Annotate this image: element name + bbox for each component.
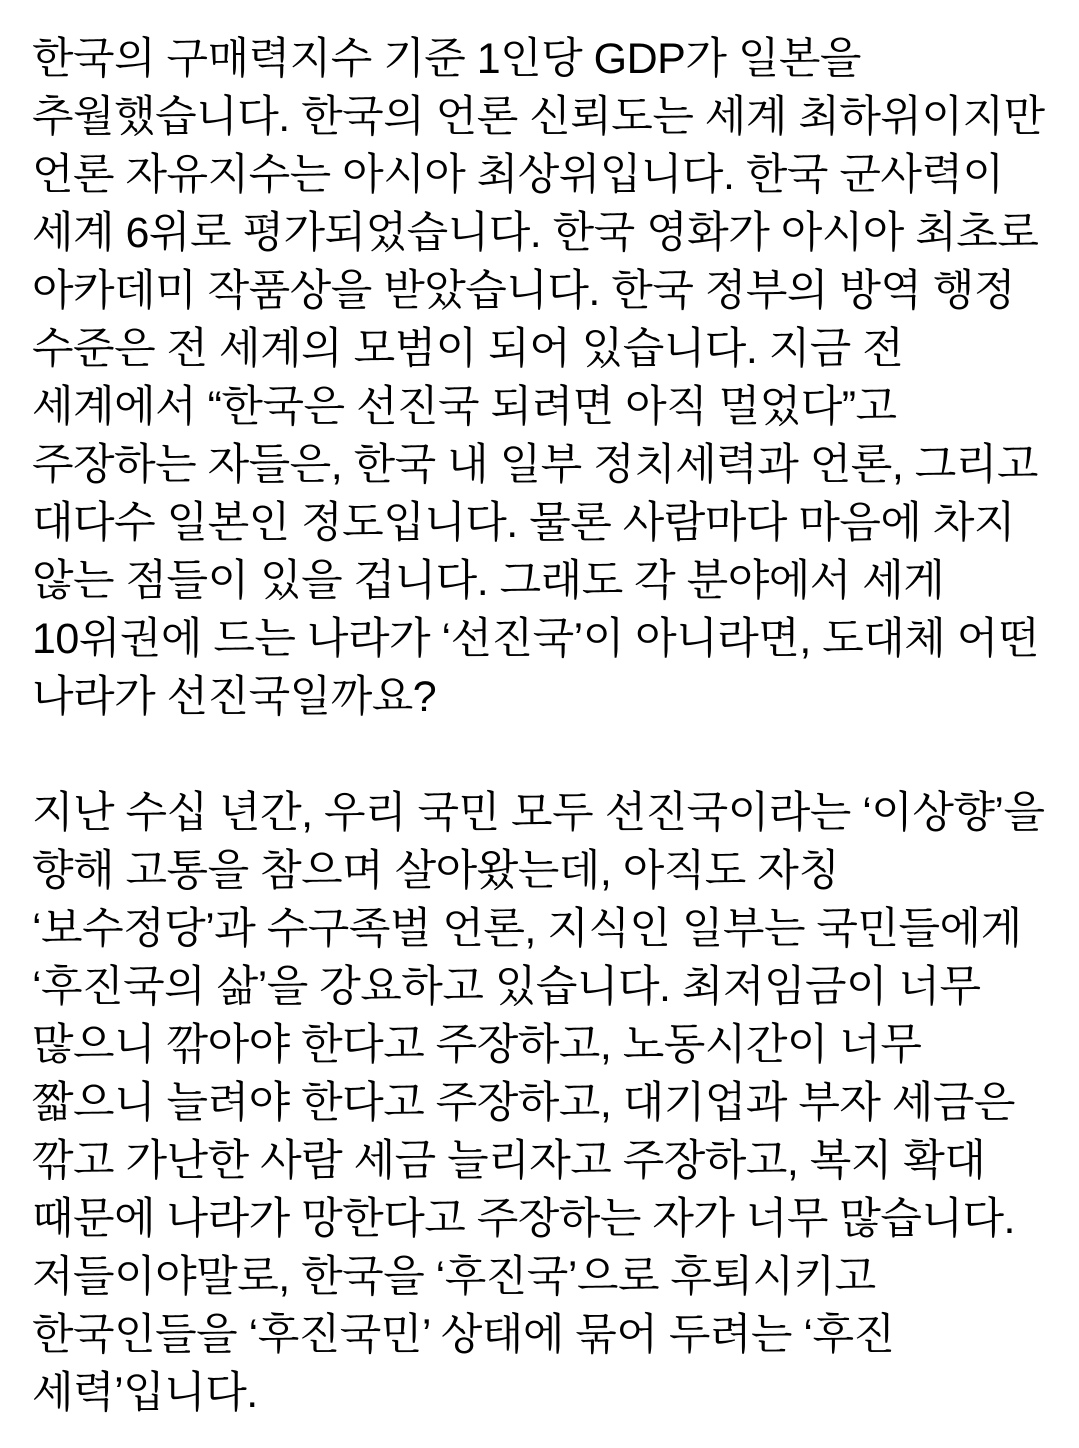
text-line: 깎고 가난한 사람 세금 늘리자고 주장하고, 복지 확대	[32, 1137, 986, 1185]
text-line: 세계 6위로 평가되었습니다. 한국 영화가 아시아 최초로	[32, 209, 1039, 257]
text-line: 주장하는 자들은, 한국 내 일부 정치세력과 언론, 그리고	[32, 441, 1038, 489]
document-page	[32, 30, 1052, 1422]
text-line: 한국의 구매력지수 기준 1인당 GDP가 일본을	[32, 35, 861, 83]
text-line: ‘후진국의 삶’을 강요하고 있습니다. 최저임금이 너무	[32, 963, 981, 1011]
text-line: 수준은 전 세계의 모범이 되어 있습니다. 지금 전	[32, 325, 904, 373]
text-line: 지난 수십 년간, 우리 국민 모두 선진국이라는 ‘이상향’을	[32, 789, 1045, 837]
text-line: 향해 고통을 참으며 살아왔는데, 아직도 자칭	[32, 847, 840, 895]
text-line: 짧으니 늘려야 한다고 주장하고, 대기업과 부자 세금은	[32, 1079, 1015, 1127]
paragraph-1	[32, 30, 1052, 726]
text-line: 세력’입니다.	[32, 1369, 258, 1417]
text-line: 대다수 일본인 정도입니다. 물론 사람마다 마음에 차지	[32, 499, 1015, 547]
paragraph-2	[32, 784, 1052, 1422]
text-line: 세계에서 “한국은 선진국 되려면 아직 멀었다”고	[32, 383, 897, 431]
text-line: 추월했습니다. 한국의 언론 신뢰도는 세계 최하위이지만	[32, 93, 1045, 141]
text-line: 나라가 선진국일까요?	[32, 673, 437, 721]
text-line: 아카데미 작품상을 받았습니다. 한국 정부의 방역 행정	[32, 267, 1015, 315]
text-line: 저들이야말로, 한국을 ‘후진국’으로 후퇴시키고	[32, 1253, 876, 1301]
text-line: 10위권에 드는 나라가 ‘선진국’이 아니라면, 도대체 어떤	[32, 615, 1039, 663]
text-line: 않는 점들이 있을 겁니다. 그래도 각 분야에서 세게	[32, 557, 945, 605]
text-line: 때문에 나라가 망한다고 주장하는 자가 너무 많습니다.	[32, 1195, 1015, 1243]
text-line: 한국인들을 ‘후진국민’ 상태에 묶어 두려는 ‘후진	[32, 1311, 895, 1359]
text-line: ‘보수정당’과 수구족벌 언론, 지식인 일부는 국민들에게	[32, 905, 1022, 953]
text-line: 많으니 깎아야 한다고 주장하고, 노동시간이 너무	[32, 1021, 922, 1069]
text-line: 언론 자유지수는 아시아 최상위입니다. 한국 군사력이	[32, 151, 1004, 199]
